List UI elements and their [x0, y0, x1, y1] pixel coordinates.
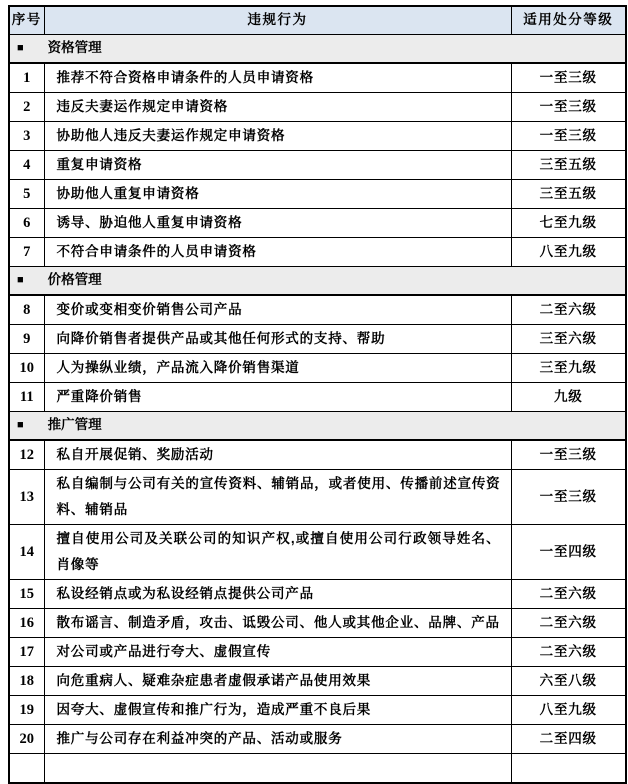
- cell-level: 三至五级: [511, 150, 626, 179]
- section-title: 价格管理: [47, 271, 102, 287]
- table-row: [9, 208, 626, 237]
- col-header-no: 序号: [9, 6, 44, 34]
- cell-level: 二至六级: [511, 295, 626, 325]
- table-row: [9, 440, 626, 470]
- table-row: [9, 150, 626, 179]
- cell-no: 15: [9, 579, 44, 608]
- square-bullet-icon: ■: [17, 418, 24, 431]
- cell-behavior: 人为操纵业绩，产品流入降价销售渠道: [44, 353, 511, 382]
- cell-behavior: 私自编制与公司有关的宣传资料、辅销品，或者使用、传播前述宣传资料、辅销品: [44, 469, 511, 524]
- cell-level: 二至六级: [511, 608, 626, 637]
- cell-no: 6: [9, 208, 44, 237]
- cell-no: 3: [9, 121, 44, 150]
- cell-level: 八至九级: [511, 695, 626, 724]
- table-row: [9, 63, 626, 93]
- cell-behavior: 对公司或产品进行夸大、虚假宣传: [44, 637, 511, 666]
- cell-behavior: 散布谣言、制造矛盾，攻击、诋毁公司、他人或其他企业、品牌、产品: [44, 608, 511, 637]
- section-row: [9, 411, 626, 440]
- cell-level: 一至三级: [511, 92, 626, 121]
- empty-cell: [44, 753, 511, 783]
- cell-behavior: 因夸大、虚假宣传和推广行为，造成严重不良后果: [44, 695, 511, 724]
- section-title: 资格管理: [47, 39, 102, 55]
- cell-no: 12: [9, 440, 44, 470]
- section-cell: [9, 411, 626, 440]
- cell-level: 一至三级: [511, 121, 626, 150]
- table-row: [9, 608, 626, 637]
- table-row: [9, 179, 626, 208]
- cell-no: 16: [9, 608, 44, 637]
- section-cell: [9, 34, 626, 63]
- cell-behavior: 重复申请资格: [44, 150, 511, 179]
- table-row-partial: [9, 753, 626, 783]
- section-row: [9, 266, 626, 295]
- cell-behavior: 不符合申请条件的人员申请资格: [44, 237, 511, 266]
- cell-behavior: 协助他人违反夫妻运作规定申请资格: [44, 121, 511, 150]
- table-row: [9, 92, 626, 121]
- cell-level: 二至六级: [511, 637, 626, 666]
- cell-behavior: 推广与公司存在利益冲突的产品、活动或服务: [44, 724, 511, 753]
- cell-no: 7: [9, 237, 44, 266]
- cell-level: 一至四级: [511, 524, 626, 579]
- cell-no: 17: [9, 637, 44, 666]
- table-row: [9, 695, 626, 724]
- cell-level: 八至九级: [511, 237, 626, 266]
- col-header-level: 适用处分等级: [511, 6, 626, 34]
- table-row: [9, 237, 626, 266]
- cell-behavior: 严重降价销售: [44, 382, 511, 411]
- table-row: [9, 524, 626, 579]
- cell-no: 18: [9, 666, 44, 695]
- col-header-behavior: 违规行为: [44, 6, 511, 34]
- cell-level: 七至九级: [511, 208, 626, 237]
- cell-level: 三至六级: [511, 324, 626, 353]
- cell-no: 5: [9, 179, 44, 208]
- cell-behavior: 推荐不符合资格申请条件的人员申请资格: [44, 63, 511, 93]
- cell-level: 一至三级: [511, 63, 626, 93]
- section-row: [9, 34, 626, 63]
- empty-cell: [511, 753, 626, 783]
- table-row: [9, 579, 626, 608]
- empty-cell: [9, 753, 44, 783]
- table-row: [9, 324, 626, 353]
- cell-no: 2: [9, 92, 44, 121]
- cell-level: 二至六级: [511, 579, 626, 608]
- square-bullet-icon: ■: [17, 41, 24, 54]
- cell-no: 4: [9, 150, 44, 179]
- cell-level: 三至九级: [511, 353, 626, 382]
- table-row: [9, 121, 626, 150]
- cell-no: 8: [9, 295, 44, 325]
- section-title: 推广管理: [47, 416, 102, 432]
- table-header: [9, 6, 626, 34]
- table-row: [9, 382, 626, 411]
- header-row: [9, 6, 626, 34]
- cell-level: 二至四级: [511, 724, 626, 753]
- table-row: [9, 724, 626, 753]
- cell-no: 14: [9, 524, 44, 579]
- table-body: [9, 34, 626, 783]
- cell-no: 10: [9, 353, 44, 382]
- square-bullet-icon: ■: [17, 273, 24, 286]
- table-row: [9, 666, 626, 695]
- cell-level: 九级: [511, 382, 626, 411]
- cell-no: 1: [9, 63, 44, 93]
- cell-behavior: 擅自使用公司及关联公司的知识产权,或擅自使用公司行政领导姓名、肖像等: [44, 524, 511, 579]
- cell-behavior: 私设经销点或为私设经销点提供公司产品: [44, 579, 511, 608]
- cell-behavior: 向降价销售者提供产品或其他任何形式的支持、帮助: [44, 324, 511, 353]
- cell-level: 六至八级: [511, 666, 626, 695]
- table-row: [9, 469, 626, 524]
- cell-no: 9: [9, 324, 44, 353]
- cell-behavior: 私自开展促销、奖励活动: [44, 440, 511, 470]
- section-cell: [9, 266, 626, 295]
- cell-behavior: 向危重病人、疑难杂症患者虚假承诺产品使用效果: [44, 666, 511, 695]
- cell-level: 一至三级: [511, 440, 626, 470]
- cell-no: 11: [9, 382, 44, 411]
- violation-table: [8, 5, 627, 784]
- table-row: [9, 295, 626, 325]
- cell-level: 三至五级: [511, 179, 626, 208]
- cell-behavior: 诱导、胁迫他人重复申请资格: [44, 208, 511, 237]
- cell-behavior: 违反夫妻运作规定申请资格: [44, 92, 511, 121]
- cell-no: 13: [9, 469, 44, 524]
- cell-no: 19: [9, 695, 44, 724]
- cell-behavior: 变价或变相变价销售公司产品: [44, 295, 511, 325]
- cell-behavior: 协助他人重复申请资格: [44, 179, 511, 208]
- table-row: [9, 637, 626, 666]
- cell-level: 一至三级: [511, 469, 626, 524]
- table-row: [9, 353, 626, 382]
- cell-no: 20: [9, 724, 44, 753]
